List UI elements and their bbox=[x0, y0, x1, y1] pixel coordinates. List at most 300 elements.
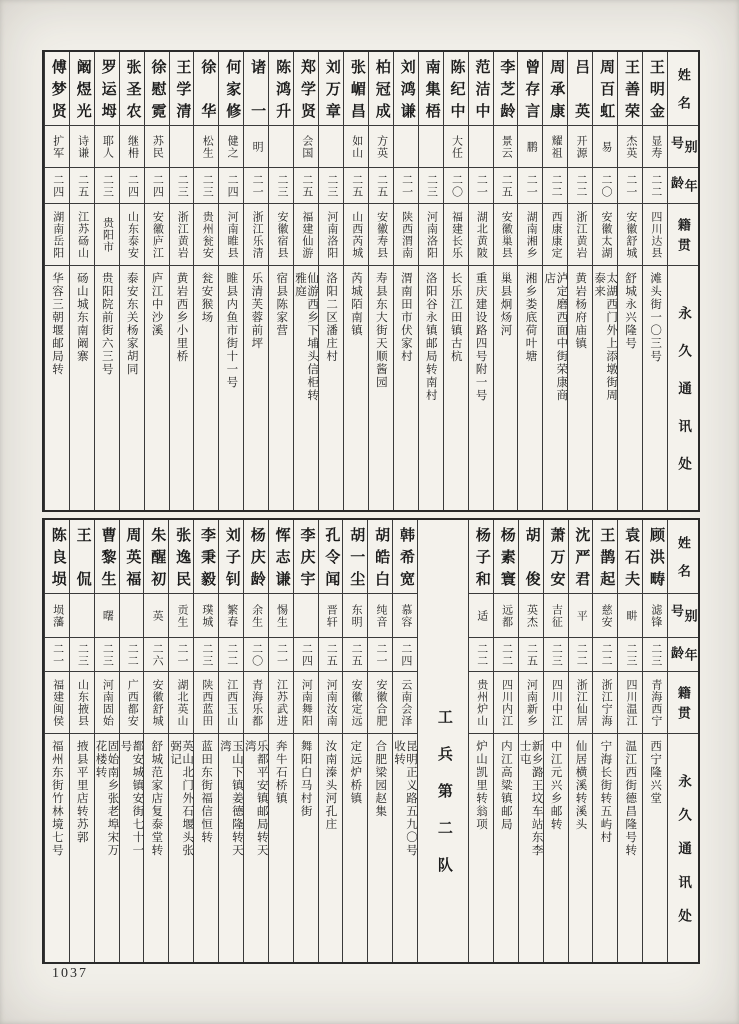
native-cell bbox=[394, 204, 418, 266]
native-cell-text: 河南舞阳 bbox=[300, 678, 313, 727]
age-cell bbox=[444, 168, 468, 204]
age-cell bbox=[294, 638, 318, 672]
roster-column bbox=[94, 520, 119, 962]
alias-cell bbox=[569, 594, 593, 638]
age-cell bbox=[494, 638, 518, 672]
alias-cell bbox=[269, 126, 293, 168]
age-cell bbox=[469, 638, 493, 672]
age-cell-text: 二三 bbox=[275, 173, 288, 198]
address-cell bbox=[344, 266, 368, 510]
name-cell bbox=[643, 520, 667, 594]
age-cell bbox=[120, 638, 144, 672]
age-cell-text: 二四 bbox=[126, 173, 139, 198]
age-cell-text: 二一 bbox=[624, 173, 637, 198]
native-cell bbox=[219, 672, 243, 734]
address-cell bbox=[294, 734, 318, 962]
address-cell-text: 西宁隆兴堂 bbox=[649, 740, 662, 805]
native-cell-text: 安徽合肥 bbox=[374, 678, 387, 727]
age-cell-text: 二五 bbox=[76, 173, 89, 198]
page-number: 1037 bbox=[52, 966, 88, 981]
native-cell bbox=[319, 204, 343, 266]
alias-cell-text: 杰英 bbox=[624, 134, 637, 159]
address-cell bbox=[45, 266, 69, 510]
native-cell-text: 江苏武进 bbox=[275, 678, 288, 727]
name-cell-text: 刘鸿谦 bbox=[398, 59, 415, 118]
age-cell bbox=[393, 638, 417, 672]
age-cell bbox=[145, 168, 169, 204]
alias-cell-text: 显寿 bbox=[649, 134, 662, 159]
alias-cell-text: 曙 bbox=[101, 609, 114, 622]
address-cell-text: 滩头街一〇三号 bbox=[649, 272, 662, 363]
address-cell-text: 洛阳谷永镇邮局转南村 bbox=[424, 272, 437, 402]
roster-column bbox=[69, 52, 94, 510]
age-cell bbox=[494, 168, 518, 204]
name-cell-text: 杨庆龄 bbox=[248, 527, 265, 586]
address-cell bbox=[393, 734, 417, 962]
name-cell bbox=[568, 52, 592, 126]
name-cell bbox=[120, 520, 144, 594]
name-cell-text: 诸一 bbox=[249, 59, 266, 118]
roster-column bbox=[418, 52, 443, 510]
native-cell-text: 陕西蓝田 bbox=[200, 678, 213, 727]
native-cell bbox=[319, 672, 343, 734]
age-cell bbox=[593, 168, 617, 204]
name-cell bbox=[319, 52, 343, 126]
age-cell bbox=[419, 168, 443, 204]
native-cell-text: 安徽定远 bbox=[350, 678, 363, 727]
native-cell bbox=[269, 672, 293, 734]
name-cell-text: 朱醒初 bbox=[149, 527, 166, 586]
name-cell-text: 韩希宽 bbox=[397, 527, 414, 586]
alias-cell bbox=[618, 594, 642, 638]
alias-cell-text: 景云 bbox=[500, 134, 513, 159]
address-cell bbox=[144, 734, 168, 962]
name-cell bbox=[618, 52, 642, 126]
alias-cell-text: 慈安 bbox=[600, 603, 613, 628]
native-cell bbox=[145, 204, 169, 266]
age-cell-text: 二五 bbox=[300, 173, 313, 198]
alias-cell bbox=[194, 594, 218, 638]
native-cell bbox=[144, 672, 168, 734]
name-cell bbox=[593, 52, 617, 126]
name-cell bbox=[344, 52, 368, 126]
name-cell-text: 周承康 bbox=[548, 59, 565, 118]
age-cell bbox=[194, 638, 218, 672]
address-cell bbox=[269, 266, 293, 510]
age-cell-text: 二三 bbox=[76, 642, 89, 667]
native-cell-text: 浙江黄岩 bbox=[176, 210, 189, 259]
roster-column bbox=[218, 52, 243, 510]
name-cell-text: 杨素寰 bbox=[498, 527, 515, 586]
native-cell bbox=[344, 204, 368, 266]
alias-cell bbox=[394, 126, 418, 168]
native-cell bbox=[369, 204, 393, 266]
name-cell bbox=[394, 52, 418, 126]
age-cell-text: 二一 bbox=[251, 173, 264, 198]
native-cell bbox=[618, 204, 642, 266]
address-cell-text: 宁海长街转五屿村 bbox=[599, 740, 612, 844]
age-cell-text: 二一 bbox=[400, 173, 413, 198]
name-cell bbox=[343, 520, 367, 594]
address-cell-text: 昆明正义路五九〇号收转 bbox=[393, 740, 417, 857]
age-cell-text: 二三 bbox=[201, 173, 214, 198]
roster-column bbox=[343, 52, 368, 510]
name-cell-text: 徐华 bbox=[199, 59, 216, 118]
age-cell-text: 二二 bbox=[600, 642, 613, 667]
native-cell-text: 安徽寿县 bbox=[375, 210, 388, 259]
roster-column bbox=[443, 52, 468, 510]
native-cell-text: 四川达县 bbox=[649, 210, 662, 259]
native-cell-text: 湖北英山 bbox=[175, 678, 188, 727]
alias-cell-text: 易 bbox=[599, 140, 612, 153]
native-cell bbox=[593, 672, 617, 734]
native-cell bbox=[494, 204, 518, 266]
alias-cell-text: 繁春 bbox=[225, 603, 238, 628]
header-native-label bbox=[668, 672, 698, 734]
age-cell-text: 二三 bbox=[176, 173, 189, 198]
name-cell bbox=[393, 520, 417, 594]
age-cell-text: 二二 bbox=[649, 173, 662, 198]
age-cell-text: 二二 bbox=[126, 642, 139, 667]
age-cell bbox=[569, 638, 593, 672]
name-cell-text: 徐慰霓 bbox=[149, 59, 166, 118]
alias-cell bbox=[95, 126, 119, 168]
age-cell-text: 二一 bbox=[374, 642, 387, 667]
native-cell bbox=[519, 672, 543, 734]
native-cell-text: 陕西渭南 bbox=[400, 210, 413, 259]
roster-column bbox=[143, 520, 168, 962]
address-cell-text: 湘乡娄底荷叶塘 bbox=[524, 272, 537, 363]
age-cell bbox=[45, 638, 69, 672]
address-cell bbox=[319, 734, 343, 962]
roster-column bbox=[493, 52, 518, 510]
native-cell-text: 山西芮城 bbox=[350, 210, 363, 259]
name-cell bbox=[369, 52, 393, 126]
address-cell-text: 庐江中沙溪 bbox=[150, 272, 163, 337]
age-cell bbox=[643, 168, 667, 204]
address-cell bbox=[194, 734, 218, 962]
address-cell-text: 黄岩杨府庙镇 bbox=[574, 272, 587, 350]
alias-cell-text: 慕容 bbox=[399, 603, 412, 628]
alias-cell bbox=[518, 126, 542, 168]
name-cell bbox=[543, 52, 567, 126]
address-cell bbox=[120, 734, 144, 962]
header-addr-label-text: 永久通讯处 bbox=[676, 306, 692, 470]
roster-column bbox=[268, 52, 293, 510]
roster-column bbox=[268, 520, 293, 962]
roster-column bbox=[567, 52, 592, 510]
address-cell bbox=[569, 734, 593, 962]
age-cell-text: 二三 bbox=[325, 173, 338, 198]
roster-column bbox=[518, 520, 543, 962]
address-cell bbox=[294, 266, 318, 510]
native-cell bbox=[244, 672, 268, 734]
age-cell-text: 二一 bbox=[175, 642, 188, 667]
native-cell bbox=[70, 672, 94, 734]
alias-cell bbox=[319, 126, 343, 168]
name-cell bbox=[294, 52, 318, 126]
age-cell-text: 二〇 bbox=[250, 642, 263, 667]
roster-column bbox=[69, 520, 94, 962]
age-cell bbox=[95, 638, 119, 672]
name-cell bbox=[519, 520, 543, 594]
address-cell-text: 瓮安猴场 bbox=[200, 272, 213, 324]
address-cell bbox=[244, 734, 268, 962]
native-cell-text: 河南汝南 bbox=[325, 678, 338, 727]
name-cell-text: 张圣农 bbox=[124, 59, 141, 118]
name-cell bbox=[469, 52, 493, 126]
alias-cell-text: 东明 bbox=[350, 603, 363, 628]
address-cell-text: 渭南田市伏家村 bbox=[399, 272, 412, 363]
alias-cell bbox=[45, 126, 69, 168]
roster-table-bottom bbox=[42, 518, 700, 964]
alias-cell-text: 耀祖 bbox=[550, 134, 563, 159]
name-cell bbox=[368, 520, 392, 594]
native-cell-text: 浙江黄岩 bbox=[575, 210, 588, 259]
age-cell-text: 二四 bbox=[300, 642, 313, 667]
age-cell bbox=[269, 638, 293, 672]
native-cell-text: 河南固始 bbox=[101, 678, 114, 727]
roster-column bbox=[542, 52, 567, 510]
roster-column bbox=[468, 52, 493, 510]
alias-cell-text: 方英 bbox=[375, 134, 388, 159]
roster-column bbox=[293, 52, 318, 510]
age-cell bbox=[343, 638, 367, 672]
age-cell bbox=[219, 168, 243, 204]
age-cell bbox=[593, 638, 617, 672]
native-cell bbox=[45, 204, 69, 266]
native-cell-text: 浙江宁海 bbox=[600, 678, 613, 727]
age-cell-text: 二〇 bbox=[450, 173, 463, 198]
name-cell bbox=[494, 52, 518, 126]
address-cell-text: 玉山下镇姜德隆转天湾 bbox=[219, 740, 243, 857]
roster-column bbox=[592, 52, 617, 510]
alias-cell bbox=[593, 126, 617, 168]
native-cell bbox=[95, 204, 119, 266]
native-cell-text: 福建闽侯 bbox=[51, 678, 64, 727]
roster-column bbox=[617, 52, 642, 510]
roster-column bbox=[617, 520, 642, 962]
address-cell bbox=[543, 266, 567, 510]
age-cell bbox=[219, 638, 243, 672]
roster-column bbox=[293, 520, 318, 962]
alias-cell-text: 松生 bbox=[201, 134, 214, 159]
native-cell-text: 贵州炉山 bbox=[475, 678, 488, 727]
alias-cell bbox=[294, 594, 318, 638]
address-cell-text: 合肥梁园赵集 bbox=[374, 740, 387, 818]
native-cell-text: 河南睢县 bbox=[226, 210, 239, 259]
alias-cell bbox=[469, 126, 493, 168]
alias-cell bbox=[593, 594, 617, 638]
address-cell bbox=[394, 266, 418, 510]
roster-column bbox=[193, 52, 218, 510]
alias-cell bbox=[70, 126, 94, 168]
alias-cell-text: 埙藩 bbox=[51, 603, 64, 628]
address-cell-text: 贵阳院前街六三号 bbox=[100, 272, 113, 376]
address-cell-text: 都安城镇安街七十一号 bbox=[119, 740, 144, 857]
age-cell bbox=[269, 168, 293, 204]
age-cell-text: 二二 bbox=[575, 642, 588, 667]
age-cell bbox=[319, 638, 343, 672]
alias-cell-text: 英杰 bbox=[525, 603, 538, 628]
native-cell-text: 山东掖县 bbox=[76, 678, 89, 727]
address-cell-text: 掖县平里店转苏郭 bbox=[75, 740, 88, 844]
address-cell bbox=[219, 734, 243, 962]
address-cell-text: 蓝田东街福信恒转 bbox=[200, 740, 213, 844]
native-cell-text: 安徽宿县 bbox=[275, 210, 288, 259]
native-cell bbox=[543, 204, 567, 266]
native-cell bbox=[368, 672, 392, 734]
age-cell-text: 二五 bbox=[525, 642, 538, 667]
address-cell bbox=[319, 266, 343, 510]
name-cell-text: 陈良埙 bbox=[49, 527, 66, 586]
age-cell bbox=[469, 168, 493, 204]
alias-cell-text: 扩军 bbox=[51, 134, 64, 159]
alias-cell bbox=[70, 594, 94, 638]
native-cell bbox=[294, 672, 318, 734]
alias-cell bbox=[519, 594, 543, 638]
name-cell bbox=[145, 52, 169, 126]
roster-column bbox=[119, 520, 144, 962]
address-cell bbox=[145, 266, 169, 510]
native-cell bbox=[444, 204, 468, 266]
name-cell-text: 曹黎生 bbox=[99, 527, 116, 586]
address-cell-text: 舒城范家店复泰堂转 bbox=[150, 740, 163, 857]
age-cell-text: 二五 bbox=[350, 642, 363, 667]
address-cell-text: 重庆建设路四号附一号 bbox=[474, 272, 487, 402]
name-cell bbox=[419, 52, 443, 126]
roster-column bbox=[318, 52, 343, 510]
name-cell bbox=[294, 520, 318, 594]
address-cell-text: 洛阳二区潘庄村 bbox=[325, 272, 338, 363]
native-cell bbox=[194, 672, 218, 734]
address-cell-text: 仙居横溪转溪头 bbox=[574, 740, 587, 831]
header-age-label-text: 年龄 bbox=[669, 176, 698, 192]
address-cell bbox=[170, 266, 194, 510]
address-cell-text: 内江高粱镇邮局 bbox=[499, 740, 512, 831]
name-cell bbox=[469, 520, 493, 594]
native-cell bbox=[294, 204, 318, 266]
alias-cell-text: 大任 bbox=[450, 134, 463, 159]
native-cell bbox=[194, 204, 218, 266]
alias-cell-text: 远都 bbox=[500, 603, 513, 628]
name-cell-text: 刘万章 bbox=[323, 59, 340, 118]
native-cell bbox=[568, 204, 592, 266]
alias-cell-text: 璞城 bbox=[200, 603, 213, 628]
header-native-label bbox=[668, 204, 698, 266]
name-cell-text: 罗运坶 bbox=[99, 59, 116, 118]
roster-column bbox=[193, 520, 218, 962]
age-cell-text: 二三 bbox=[101, 642, 114, 667]
address-cell bbox=[643, 266, 667, 510]
native-cell-text: 安徽舒城 bbox=[151, 678, 164, 727]
name-cell bbox=[269, 52, 293, 126]
age-cell bbox=[244, 638, 268, 672]
name-cell-text: 萧万安 bbox=[548, 527, 565, 586]
alias-cell bbox=[393, 594, 417, 638]
age-cell-text: 二二 bbox=[475, 642, 488, 667]
name-cell bbox=[319, 520, 343, 594]
age-cell-text: 二二 bbox=[575, 173, 588, 198]
address-cell bbox=[219, 266, 243, 510]
address-cell-text: 宿县陈家营 bbox=[275, 272, 288, 337]
address-cell bbox=[70, 734, 94, 962]
name-cell bbox=[244, 52, 268, 126]
native-cell bbox=[170, 204, 194, 266]
native-cell-text: 福建长乐 bbox=[450, 210, 463, 259]
native-cell bbox=[469, 672, 493, 734]
native-cell-text: 浙江仙居 bbox=[575, 678, 588, 727]
header-alias-label bbox=[668, 594, 698, 638]
name-cell-text: 吕英 bbox=[573, 59, 590, 118]
header-native-label-text: 籍贯 bbox=[675, 218, 691, 251]
name-cell-text: 陈纪中 bbox=[448, 59, 465, 118]
alias-cell-text: 惕生 bbox=[275, 603, 288, 628]
native-cell-text: 湖南岳阳 bbox=[51, 210, 64, 259]
name-cell bbox=[643, 52, 667, 126]
native-cell bbox=[45, 672, 69, 734]
name-cell-text: 袁石夫 bbox=[623, 527, 640, 586]
alias-cell bbox=[344, 126, 368, 168]
address-cell bbox=[369, 266, 393, 510]
native-cell-text: 广西都安 bbox=[126, 678, 139, 727]
alias-cell-text: 耶人 bbox=[101, 134, 114, 159]
age-cell bbox=[519, 638, 543, 672]
native-cell-text: 安徽庐江 bbox=[151, 210, 164, 259]
name-cell-text: 傅梦贤 bbox=[49, 59, 66, 118]
roster-column bbox=[642, 520, 667, 962]
address-cell-text: 奔牛石桥镇 bbox=[274, 740, 287, 805]
address-cell-text: 福州东街竹林境七号 bbox=[50, 740, 63, 857]
alias-cell bbox=[643, 126, 667, 168]
alias-cell bbox=[643, 594, 667, 638]
roster-column bbox=[168, 520, 193, 962]
name-cell bbox=[45, 52, 69, 126]
name-cell bbox=[444, 52, 468, 126]
roster-column bbox=[144, 52, 169, 510]
name-cell bbox=[269, 520, 293, 594]
header-age-label bbox=[668, 638, 698, 672]
address-cell-text: 长乐江田镇古杭 bbox=[449, 272, 462, 363]
age-cell-text: 二四 bbox=[226, 173, 239, 198]
address-cell-text: 仙游西乡下埔头信柜转雅庭 bbox=[294, 272, 319, 402]
name-cell-text: 杨子和 bbox=[473, 527, 490, 586]
age-cell bbox=[294, 168, 318, 204]
age-cell-text: 二五 bbox=[325, 642, 338, 667]
alias-cell bbox=[244, 126, 268, 168]
name-cell-text: 王善荣 bbox=[622, 59, 639, 118]
native-cell bbox=[419, 204, 443, 266]
alias-cell bbox=[145, 126, 169, 168]
address-cell bbox=[494, 734, 518, 962]
name-cell-text: 张嵋昌 bbox=[348, 59, 365, 118]
address-cell bbox=[469, 734, 493, 962]
native-cell-text: 河南洛阳 bbox=[425, 210, 438, 259]
name-cell-text: 范洁中 bbox=[473, 59, 490, 118]
alias-cell-text: 适 bbox=[475, 609, 488, 622]
native-cell bbox=[120, 672, 144, 734]
age-cell bbox=[369, 168, 393, 204]
name-cell-text: 曾存言 bbox=[523, 59, 540, 118]
name-cell-text: 胡一尘 bbox=[348, 527, 365, 586]
header-addr-label bbox=[668, 734, 698, 962]
native-cell-text: 江西玉山 bbox=[225, 678, 238, 727]
alias-cell-text: 纯音 bbox=[374, 603, 387, 628]
native-cell-text: 四川温江 bbox=[624, 678, 637, 727]
native-cell bbox=[269, 204, 293, 266]
age-cell-text: 二一 bbox=[475, 173, 488, 198]
roster-column bbox=[642, 52, 667, 510]
